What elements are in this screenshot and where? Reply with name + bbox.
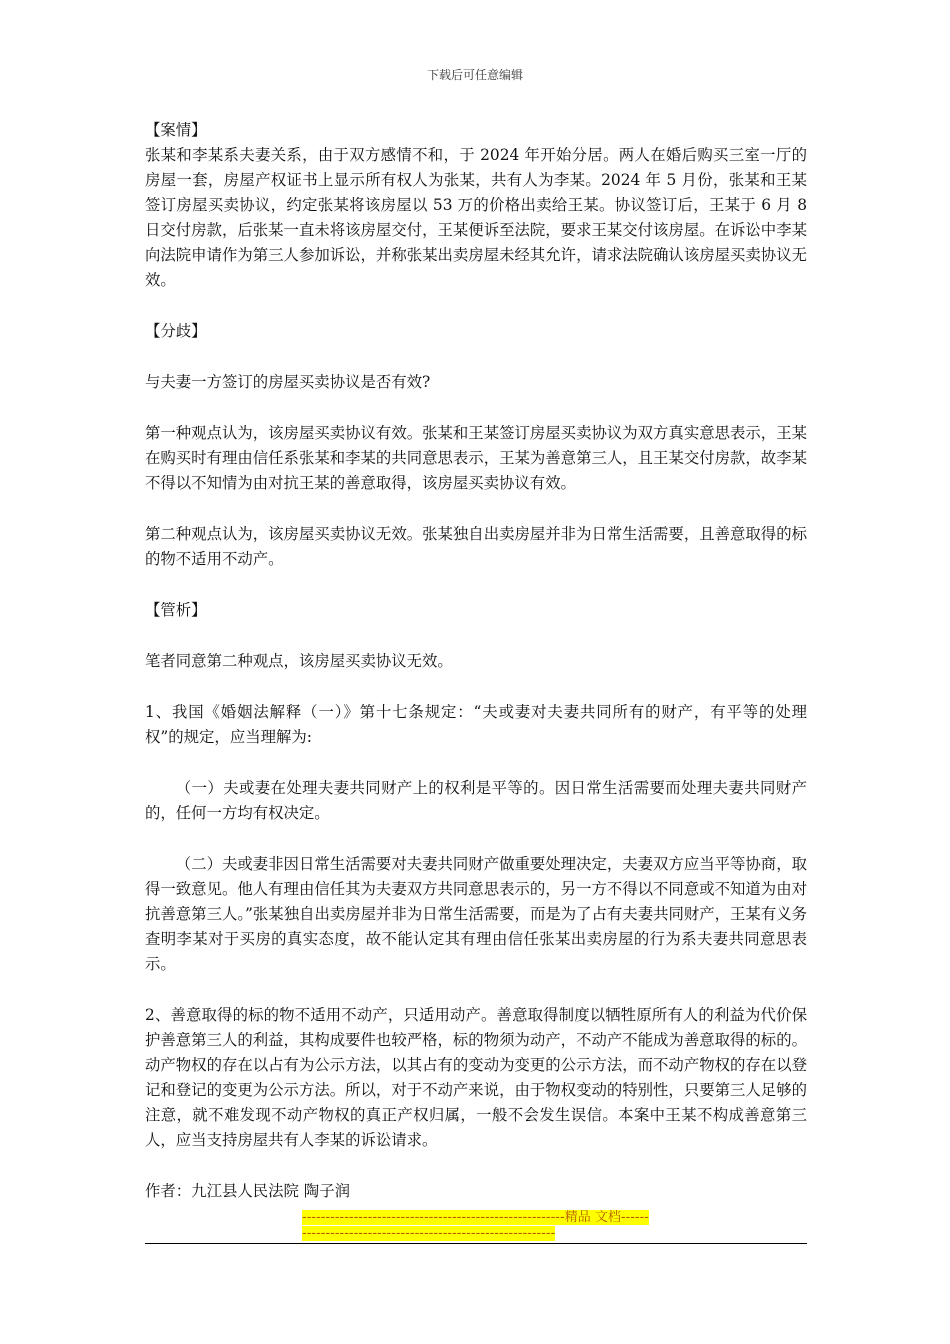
footer-rule	[145, 1243, 807, 1244]
author-line: 作者：九江县人民法院 陶子润	[145, 1182, 350, 1200]
point-two-paragraph: 2、善意取得的标的物不适用不动产，只适用动产。善意取得制度以牺牲原所有人的利益为代价保护善意第三人的利益，其构成要件也较严格，标的物须为动产，不动产不能成为善意取得的标的。动产物权的存在以占有为公示方法，以其占有的变动为变更的公示方法，而不动产物权的存在以登记和登记的变更为公示方法。所以，对于不动产来说，由于物权变动的特别性，只要第三人足够的注意，就不难发现不动产物权的真正产权归属，一般不会发生误信。本案中王某不构成善意第三人，应当支持房屋共有人李某的诉讼请求。	[145, 1006, 807, 1149]
point-one-b-paragraph: （二）夫或妻非因日常生活需要对夫妻共同财产做重要处理决定，夫妻双方应当平等协商，取得一致意见。他人有理由信任其为夫妻双方共同意思表示的，另一方不得以不同意或不知道为由对抗善意第三人。”张某独自出卖房屋并非为日常生活需要，而是为了占有夫妻共同财产，王某有义务查明李某对于买房的真实态度，故不能认定其有理由信任张某出卖房屋的行为系夫妻共同意思表示。	[145, 855, 807, 973]
view-two-paragraph: 第二种观点认为，该房屋买卖协议无效。张某独自出卖房屋并非为日常生活需要，且善意取得的标的物不适用不动产。	[145, 525, 807, 568]
footer-banner-text: --------------------------------------------------------精品 文档------------------------------------------------------------	[302, 1210, 649, 1241]
analysis-heading: 【管析】	[145, 601, 207, 619]
footer-banner	[302, 1210, 650, 1242]
point-one-a-paragraph: （一）夫或妻在处理夫妻共同财产上的权利是平等的。因日常生活需要而处理夫妻共同财产的，任何一方均有权决定。	[145, 779, 807, 822]
point-one-paragraph: 1、我国《婚姻法解释（一）》第十七条规定：“夫或妻对夫妻共同所有的财产，有平等的处理权”的规定，应当理解为:	[145, 703, 807, 746]
view-one-paragraph: 第一种观点认为，该房屋买卖协议有效。张某和王某签订房屋买卖协议为双方真实意思表示，王某在购买时有理由信任系张某和李某的共同意思表示，王某为善意第三人，且王某交付房款，故李某不得以不知情为由对抗王某的善意取得，该房屋买卖协议有效。	[145, 424, 807, 492]
dispute-heading: 【分歧】	[145, 322, 207, 340]
footer	[145, 1210, 807, 1242]
case-heading: 【案情】	[145, 121, 207, 139]
article-body	[145, 118, 807, 1204]
header-note: 下载后可任意编辑	[426, 68, 523, 82]
case-paragraph: 张某和李某系夫妻关系，由于双方感情不和，于 2024 年开始分居。两人在婚后购买三室一厅的房屋一套，房屋产权证书上显示所有权人为张某，共有人为李某。2024 年 5 月份，张某和王某签订房屋买卖协议，约定张某将该房屋以 53 万的价格出卖给王某。协议签订后，王某于 6 月 8 日交付房款，后张某一直未将该房屋交付，王某便诉至法院，要求王某交付该房屋。在诉讼中李某向法院申请作为第三人参加诉讼，并称张某出卖房屋未经其允许，请求法院确认该房屋买卖协议无效。	[145, 146, 807, 289]
question-paragraph: 与夫妻一方签订的房屋买卖协议是否有效?	[145, 373, 431, 391]
opinion-paragraph: 笔者同意第二种观点，该房屋买卖协议无效。	[145, 652, 453, 670]
